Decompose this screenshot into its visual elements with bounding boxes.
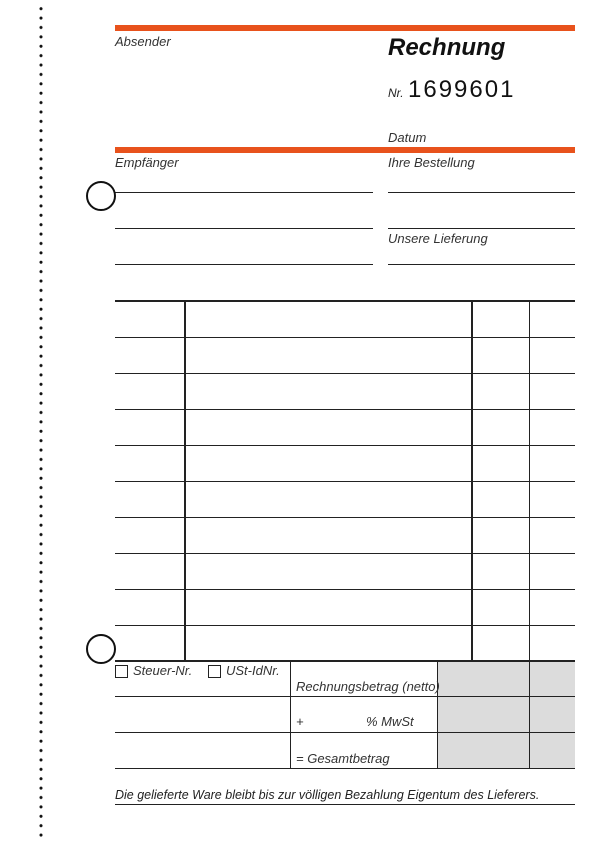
date-label: Datum <box>388 130 427 145</box>
vat-id-checkbox[interactable] <box>208 665 221 678</box>
totals-column-divider <box>529 661 530 768</box>
recipient-line <box>115 228 373 229</box>
top-accent-bar <box>115 25 575 31</box>
delivery-label: Unsere Lieferung <box>388 231 488 246</box>
totals-column-divider <box>290 661 291 768</box>
net-amount-label: Rechnungsbetrag (netto) <box>296 679 440 694</box>
invoice-number <box>388 76 515 104</box>
recipient-line <box>115 264 373 265</box>
order-line <box>388 228 575 229</box>
order-line <box>388 192 575 193</box>
totals-bottom-line <box>115 768 575 769</box>
ownership-note: Die gelieferte Ware bleibt bis zur völligen Bezahlung Eigentum des Lieferers. <box>115 788 540 802</box>
tax-number-label: Steuer-Nr. <box>133 663 193 678</box>
invoice-number-value: 1699601 <box>408 76 516 103</box>
vat-id-label: USt-IdNr. <box>226 663 280 678</box>
middle-accent-bar <box>115 147 575 153</box>
vat-plus-sign: + <box>296 714 304 729</box>
amount-shading <box>437 661 575 768</box>
table-column-divider <box>471 300 473 660</box>
table-column-divider <box>184 300 186 660</box>
vat-label: % MwSt <box>366 714 414 729</box>
totals-top-border <box>115 660 575 662</box>
footer-line <box>115 804 575 805</box>
tax-number-checkbox[interactable] <box>115 665 128 678</box>
perforation-edge <box>39 4 43 840</box>
recipient-label: Empfänger <box>115 155 179 170</box>
sender-label: Absender <box>115 34 171 49</box>
totals-column-divider <box>437 661 438 768</box>
totals-row-line <box>115 696 575 697</box>
grand-total-label: = Gesamtbetrag <box>296 751 390 766</box>
recipient-line <box>115 192 373 193</box>
table-column-divider <box>529 300 530 660</box>
punch-hole-ring <box>86 181 116 211</box>
totals-row-line <box>115 732 575 733</box>
delivery-line <box>388 264 575 265</box>
punch-hole-ring <box>86 634 116 664</box>
order-label: Ihre Bestellung <box>388 155 475 170</box>
invoice-number-prefix: Nr. <box>388 86 404 100</box>
invoice-title: Rechnung <box>388 34 506 61</box>
